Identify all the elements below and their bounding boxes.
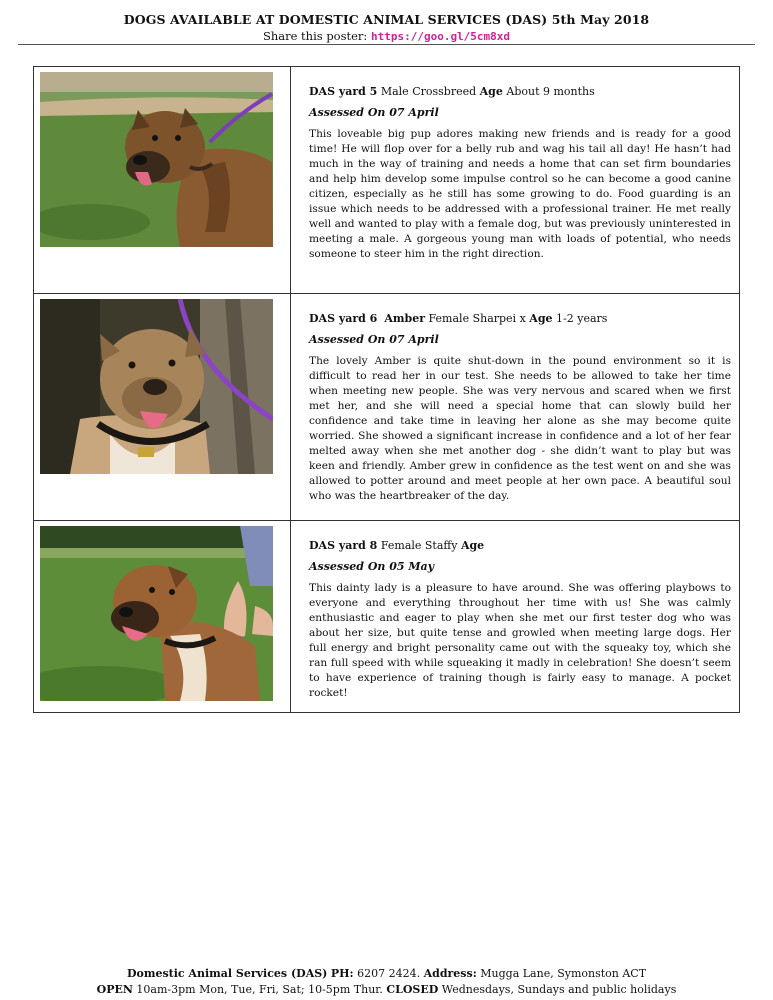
header-divider — [18, 44, 755, 45]
dog-assessed-date: Assessed On 05 May — [309, 560, 435, 573]
dog-heading — [309, 85, 731, 98]
dog-assessed-date: Assessed On 07 April — [309, 333, 439, 346]
poster-title: DOGS AVAILABLE AT DOMESTIC ANIMAL SERVICES (DAS) 5th May 2018 — [123, 12, 650, 27]
dog-heading — [309, 312, 731, 325]
dog-text-cell — [291, 294, 740, 521]
dog-info: Female Staffy — [380, 539, 458, 552]
dog-yard: DAS yard 5 — [309, 85, 378, 98]
footer-hours-line — [0, 983, 773, 996]
dog-photo-cell — [34, 521, 291, 713]
share-line — [0, 29, 773, 43]
dogs-table — [33, 66, 740, 713]
dog-photo-yard-6 — [40, 299, 273, 474]
dog-age: 1-2 years — [556, 312, 608, 325]
dog-photo-yard-8 — [40, 526, 273, 701]
dog-photo-cell — [34, 67, 291, 294]
footer-address: Mugga Lane, Symonston ACT — [480, 967, 647, 980]
dog-heading — [309, 539, 731, 552]
footer-phone-label: PH: — [330, 967, 354, 980]
dog-assessed-date: Assessed On 07 April — [309, 106, 439, 119]
dog-age-label: Age — [529, 312, 553, 325]
dog-yard: DAS yard 8 — [309, 539, 378, 552]
dog-age-label: Age — [460, 539, 485, 552]
dog-text-cell — [291, 521, 740, 713]
dog-description: This loveable big pup adores making new friends and is ready for a good time! He will flop over for a belly rub and wag his tail all day! He hasn’t had much in the way of training and needs a home that can set firm boundaries and help him develop some impulse control so he can become a good canine citizen, especially as he still has some growing to do. Food guarding is an issue which needs to be addressed with a professional trainer. He met really well and wanted to play with a female dog, but was previously uninterested in meeting a male. A gorgeous young man with loads of potential, who needs someone to steer him in the right direction. — [309, 128, 731, 260]
footer-open-label: OPEN — [96, 983, 133, 996]
dog-age-label: Age — [479, 85, 503, 98]
dog-text-cell — [291, 67, 740, 294]
footer-phone: 6207 2424. — [357, 967, 421, 980]
dog-name: Amber — [384, 312, 426, 325]
dog-age: About 9 months — [506, 85, 595, 98]
dog-info: Male Crossbreed — [380, 85, 477, 98]
share-label: Share this poster: — [262, 29, 368, 43]
footer-open-hours: 10am-3pm Mon, Tue, Fri, Sat; 10-5pm Thur. — [136, 983, 383, 996]
share-link[interactable]: https://goo.gl/5cm8xd — [370, 30, 511, 43]
dog-row — [34, 294, 740, 521]
poster-header — [0, 12, 773, 43]
footer-closed-label: CLOSED — [386, 983, 439, 996]
footer-address-label: Address: — [423, 967, 477, 980]
footer-closed-days: Wednesdays, Sundays and public holidays — [441, 983, 677, 996]
dog-yard: DAS yard 6 — [309, 312, 378, 325]
dog-row — [34, 521, 740, 713]
dog-photo-yard-5 — [40, 72, 273, 247]
footer-contact-line — [0, 967, 773, 980]
dog-row — [34, 67, 740, 294]
dog-description: This dainty lady is a pleasure to have around. She was offering playbows to everyone and everything throughout her time with us! She was calmly enthusiastic and eager to play when she met our first tester dog who was about her size, but quite tense and growled when meeting large dogs. Her full energy and bright personality came out with the squeaky toy, which she ran full speed with while squeaking it madly in celebration! She doesn’t seem to have experience of training though is fairly easy to manage. A pocket rocket! — [309, 582, 731, 699]
footer-org: Domestic Animal Services (DAS) — [126, 967, 328, 980]
dog-description: The lovely Amber is quite shut-down in the pound environment so it is difficult to read her in our test. She needs to be allowed to take her time when meeting new people. She was very nervous and scared when we first met her, and she will need a special home that can slowly build her confidence and take time in leaving her alone as she may become quite worried. She showed a significant increase in confidence and a lot of her fear melted away when she met another dog - she didn’t want to play but was keen and friendly. Amber grew in confidence as the test went on and she was allowed to potter around and meet people at her own pace. A beautiful soul who was the heartbreaker of the day. — [309, 355, 731, 502]
dog-photo-cell — [34, 294, 291, 521]
dog-info: Female Sharpei x — [428, 312, 526, 325]
